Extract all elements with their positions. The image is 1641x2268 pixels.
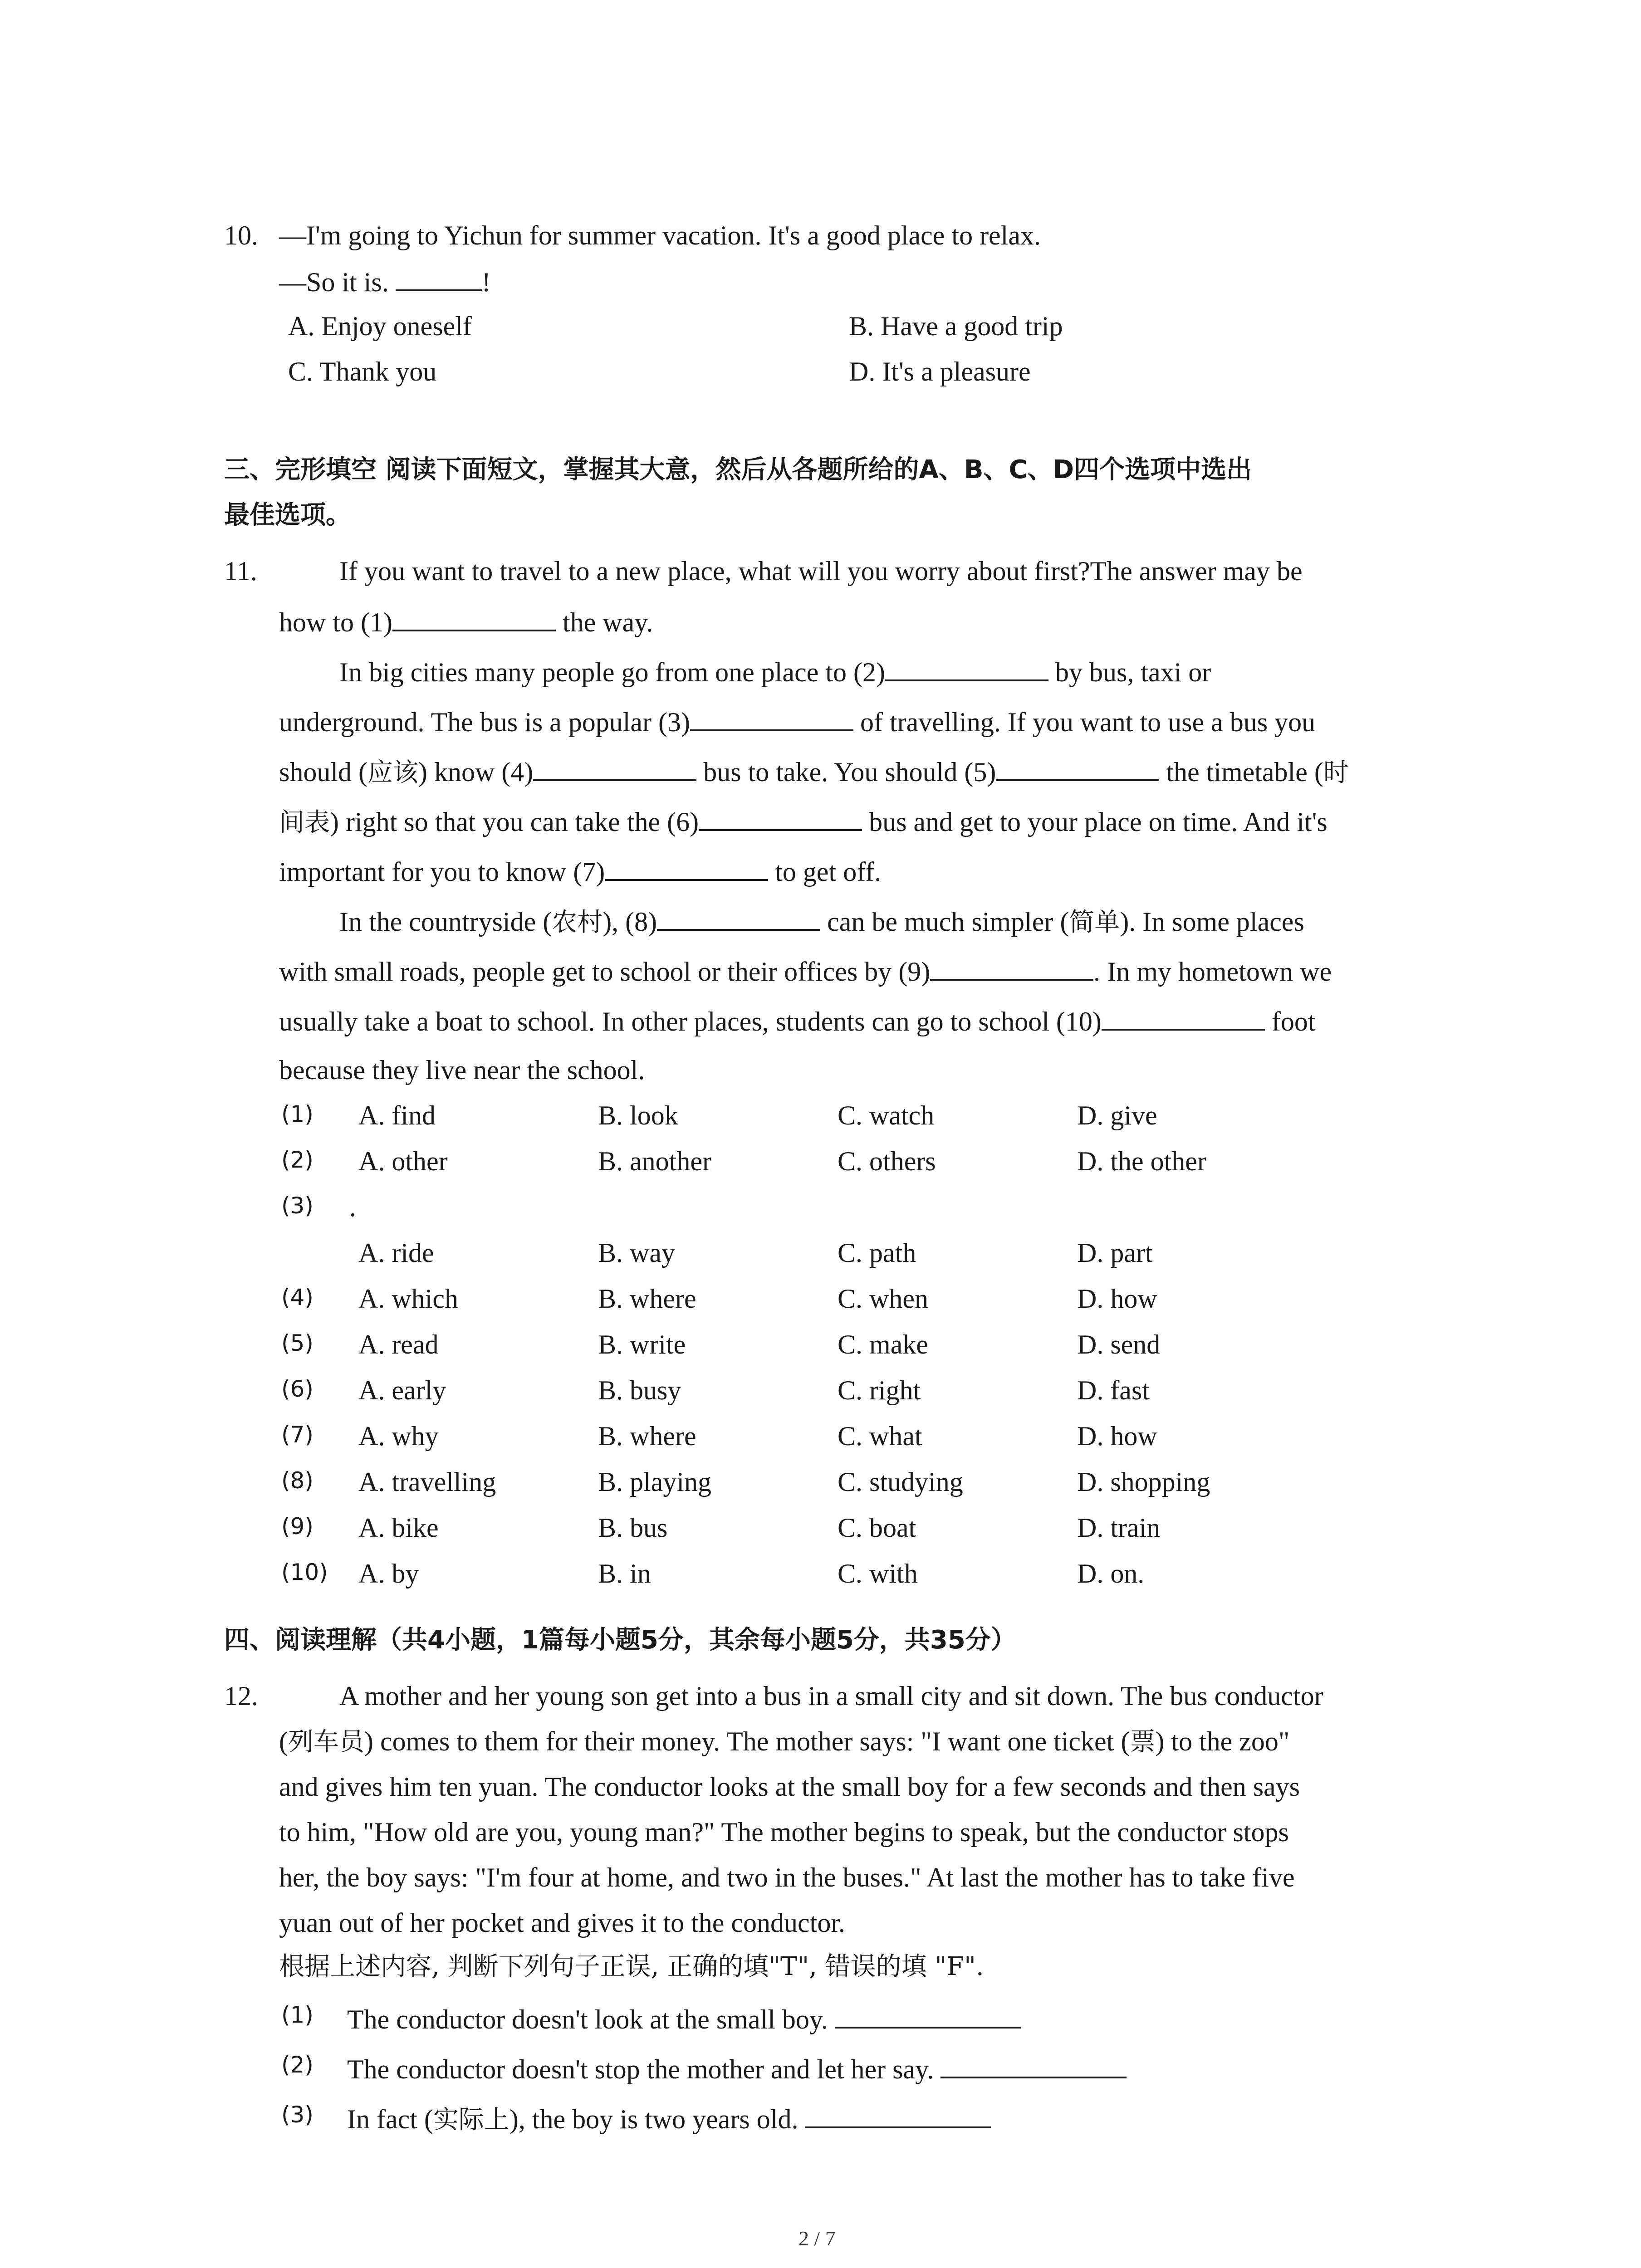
q11-number: 11. [224, 556, 257, 586]
passage-text: bus and get to your place on time. And it's [862, 807, 1327, 837]
q11-passage-line [279, 853, 881, 890]
q11-option-label: (9) [281, 1513, 314, 1540]
q11-passage-line: If you want to travel to a new place, what will you worry about first?The answer may be [339, 556, 1303, 586]
q11-passage-line [279, 953, 1332, 989]
q11-choice[interactable]: B. where [598, 1284, 696, 1314]
q11-option-label: (8) [281, 1467, 314, 1494]
statement-text: The conductor doesn't look at the small boy. [347, 2004, 828, 2034]
q11-passage-line [279, 803, 1327, 840]
q11-choice[interactable]: C. what [838, 1421, 922, 1451]
answer-blank-7[interactable] [605, 853, 768, 881]
q11-choice[interactable]: D. send [1077, 1330, 1161, 1359]
q12-statement-2 [347, 2050, 1127, 2087]
passage-text: should ( [279, 757, 367, 787]
section3-heading-line1: 三、完形填空 阅读下面短文，掌握其大意，然后从各题所给的A、B、C、D四个选项中选出 [224, 455, 1252, 484]
statement-text: The conductor doesn't stop the mother and let her say. [347, 2054, 934, 2084]
q11-choice[interactable]: D. part [1077, 1238, 1153, 1268]
q11-choice[interactable]: C. when [838, 1284, 928, 1314]
q11-choice[interactable]: D. shopping [1077, 1467, 1210, 1497]
q12-statement-label: (1) [281, 2002, 314, 2028]
statement-text: In fact ( [347, 2104, 433, 2134]
q11-choice[interactable]: B. another [598, 1146, 711, 1176]
q12-statement-3 [347, 2100, 991, 2137]
q10-option-a[interactable]: A. Enjoy oneself [288, 311, 472, 341]
q10-line2-end: ! [481, 267, 491, 297]
q11-choice[interactable]: B. in [598, 1559, 651, 1589]
q10-line2 [279, 263, 491, 300]
q12-passage-line: to him, "How old are you, young man?" The mother begins to speak, but the conductor stops [279, 1817, 1289, 1847]
q11-choice[interactable]: C. boat [838, 1513, 916, 1543]
q11-choice[interactable]: A. other [358, 1146, 448, 1176]
statement-text: ), the boy is two years old. [509, 2104, 798, 2134]
q10-line1: —I'm going to Yichun for summer vacation. It's a good place to relax. [279, 220, 1041, 250]
q11-choice[interactable]: A. which [358, 1284, 458, 1314]
q11-choice[interactable]: C. with [838, 1559, 918, 1589]
q11-choice[interactable]: D. how [1077, 1284, 1157, 1314]
passage-text: how to (1) [279, 607, 392, 637]
chinese-gloss: 农村 [552, 908, 603, 937]
q11-choice[interactable]: B. way [598, 1238, 675, 1268]
q11-option-label: (3) [281, 1193, 314, 1219]
chinese-gloss: 间表 [279, 808, 330, 837]
q12-number: 12. [224, 1681, 258, 1711]
passage-text: bus to take. You should (5) [696, 757, 996, 787]
q11-passage-line: because they live near the school. [279, 1055, 645, 1085]
section4-heading: 四、阅读理解（共4小题，1篇每小题5分，其余每小题5分，共35分） [224, 1625, 1016, 1655]
chinese-gloss: 时 [1323, 758, 1349, 787]
q11-choice[interactable]: B. where [598, 1421, 696, 1451]
passage-text: the way. [555, 607, 653, 637]
passage-text: ) right so that you can take the (6) [330, 807, 699, 837]
passage-text: usually take a boat to school. In other places, students can go to school (10) [279, 1007, 1102, 1036]
q10-number: 10. [224, 220, 258, 250]
q11-choice[interactable]: B. write [598, 1330, 686, 1359]
answer-blank[interactable] [396, 263, 482, 291]
q10-option-d[interactable]: D. It's a pleasure [849, 357, 1031, 386]
passage-text: ), (8) [603, 907, 657, 937]
q11-option-label: (2) [281, 1147, 314, 1173]
answer-blank-9[interactable] [930, 953, 1093, 981]
q12-instruction: 根据上述内容, 判断下列句子正误, 正确的填"T", 错误的填 "F". [279, 1952, 984, 1981]
chinese-gloss: 票 [1130, 1727, 1156, 1757]
q11-option-label: (4) [281, 1284, 314, 1310]
passage-text: the timetable ( [1159, 757, 1323, 787]
q12-statement-label: (3) [281, 2102, 314, 2128]
q11-choice[interactable]: B. look [598, 1100, 678, 1130]
passage-text: . In my hometown we [1093, 957, 1332, 987]
passage-text: ). In some places [1120, 907, 1304, 937]
answer-blank-3[interactable] [690, 703, 853, 731]
q11-choice[interactable]: C. right [838, 1375, 921, 1405]
passage-text: ) know (4) [418, 757, 534, 787]
q12-statement-1 [347, 2000, 1021, 2037]
q11-option-label: (1) [281, 1101, 314, 1127]
q11-option-label: (5) [281, 1330, 314, 1356]
q11-option-label: (7) [281, 1422, 314, 1448]
q11-choice[interactable]: A. early [358, 1375, 446, 1405]
q11-choice[interactable]: B. playing [598, 1467, 711, 1497]
answer-blank-4[interactable] [533, 753, 696, 781]
answer-blank-8[interactable] [657, 903, 820, 931]
q11-passage-line [279, 1002, 1316, 1039]
answer-blank[interactable] [835, 2000, 1021, 2028]
q12-statement-label: (2) [281, 2052, 314, 2078]
q11-choice[interactable]: D. give [1077, 1100, 1157, 1130]
chinese-gloss: 实际上 [433, 2105, 509, 2135]
chinese-gloss: 简单 [1069, 908, 1120, 937]
q11-choice[interactable]: A. bike [358, 1513, 439, 1543]
answer-blank[interactable] [805, 2100, 991, 2128]
chinese-gloss: 应该 [367, 758, 418, 787]
answer-blank-2[interactable] [885, 653, 1048, 681]
q11-passage-line [279, 603, 653, 640]
answer-blank-1[interactable] [392, 603, 556, 631]
q10-line2-text: —So it is. [279, 267, 389, 297]
q12-passage-line: her, the boy says: "I'm four at home, and two in the buses." At last the mother has to take five [279, 1862, 1295, 1892]
q12-passage-line [279, 1724, 1289, 1759]
q10-option-c[interactable]: C. Thank you [288, 357, 437, 386]
passage-text: In the countryside ( [339, 907, 552, 937]
q11-passage-line [279, 753, 1349, 790]
q11-choice[interactable]: D. the other [1077, 1146, 1206, 1176]
q11-choice[interactable]: C. path [838, 1238, 916, 1268]
q11-passage-line [339, 653, 1211, 690]
q12-passage-line: and gives him ten yuan. The conductor looks at the small boy for a few seconds and then says [279, 1772, 1300, 1802]
passage-text: can be much simpler ( [820, 907, 1069, 937]
q11-choice[interactable]: C. studying [838, 1467, 963, 1497]
q10-option-b[interactable]: B. Have a good trip [849, 311, 1063, 341]
q11-choice[interactable]: D. train [1077, 1513, 1161, 1543]
q11-choice[interactable]: D. fast [1077, 1375, 1150, 1405]
chinese-gloss: 列车员 [288, 1727, 364, 1757]
q11-option-dot: . [349, 1192, 356, 1222]
q11-choice[interactable]: A. travelling [358, 1467, 496, 1497]
q11-choice[interactable]: B. bus [598, 1513, 668, 1543]
q11-choice[interactable]: D. how [1077, 1421, 1157, 1451]
answer-blank-6[interactable] [699, 803, 862, 831]
passage-text: to get off. [768, 857, 882, 887]
answer-blank-5[interactable] [996, 753, 1159, 781]
q11-choice[interactable]: D. on. [1077, 1559, 1145, 1589]
q12-passage-line: A mother and her young son get into a bus in a small city and sit down. The bus conductor [339, 1681, 1323, 1711]
passage-text: by bus, taxi or [1048, 657, 1211, 687]
q11-choice[interactable]: B. busy [598, 1375, 681, 1405]
passage-text: underground. The bus is a popular (3) [279, 707, 690, 737]
answer-blank[interactable] [941, 2050, 1127, 2078]
q11-passage-line [279, 703, 1315, 740]
page-number: 2 / 7 [798, 2227, 836, 2250]
q11-choice[interactable]: A. read [358, 1330, 439, 1359]
answer-blank-10[interactable] [1102, 1002, 1265, 1031]
passage-text: In big cities many people go from one place to (2) [339, 657, 885, 687]
passage-text: ) comes to them for their money. The mother says: "I want one ticket ( [364, 1726, 1130, 1756]
q11-choice[interactable]: A. by [358, 1559, 419, 1589]
passage-text: of travelling. If you want to use a bus you [853, 707, 1316, 737]
passage-text: foot [1264, 1007, 1316, 1036]
section3-heading-line2: 最佳选项。 [224, 500, 351, 530]
q11-option-label: (6) [281, 1376, 314, 1402]
q11-passage-line [339, 903, 1304, 939]
passage-text: ) to the zoo" [1155, 1726, 1290, 1756]
q11-choice[interactable]: A. why [358, 1421, 439, 1451]
q11-choice[interactable]: C. make [838, 1330, 928, 1359]
passage-text: important for you to know (7) [279, 857, 605, 887]
q11-choice[interactable]: C. watch [838, 1100, 935, 1130]
q11-option-label: (10) [281, 1559, 328, 1585]
q11-choice[interactable]: A. find [358, 1100, 436, 1130]
q12-passage-line: yuan out of her pocket and gives it to the conductor. [279, 1908, 846, 1938]
q11-choice[interactable]: C. others [838, 1146, 936, 1176]
passage-text: ( [279, 1726, 288, 1756]
passage-text: with small roads, people get to school or their offices by (9) [279, 957, 931, 987]
q11-choice[interactable]: A. ride [358, 1238, 434, 1268]
